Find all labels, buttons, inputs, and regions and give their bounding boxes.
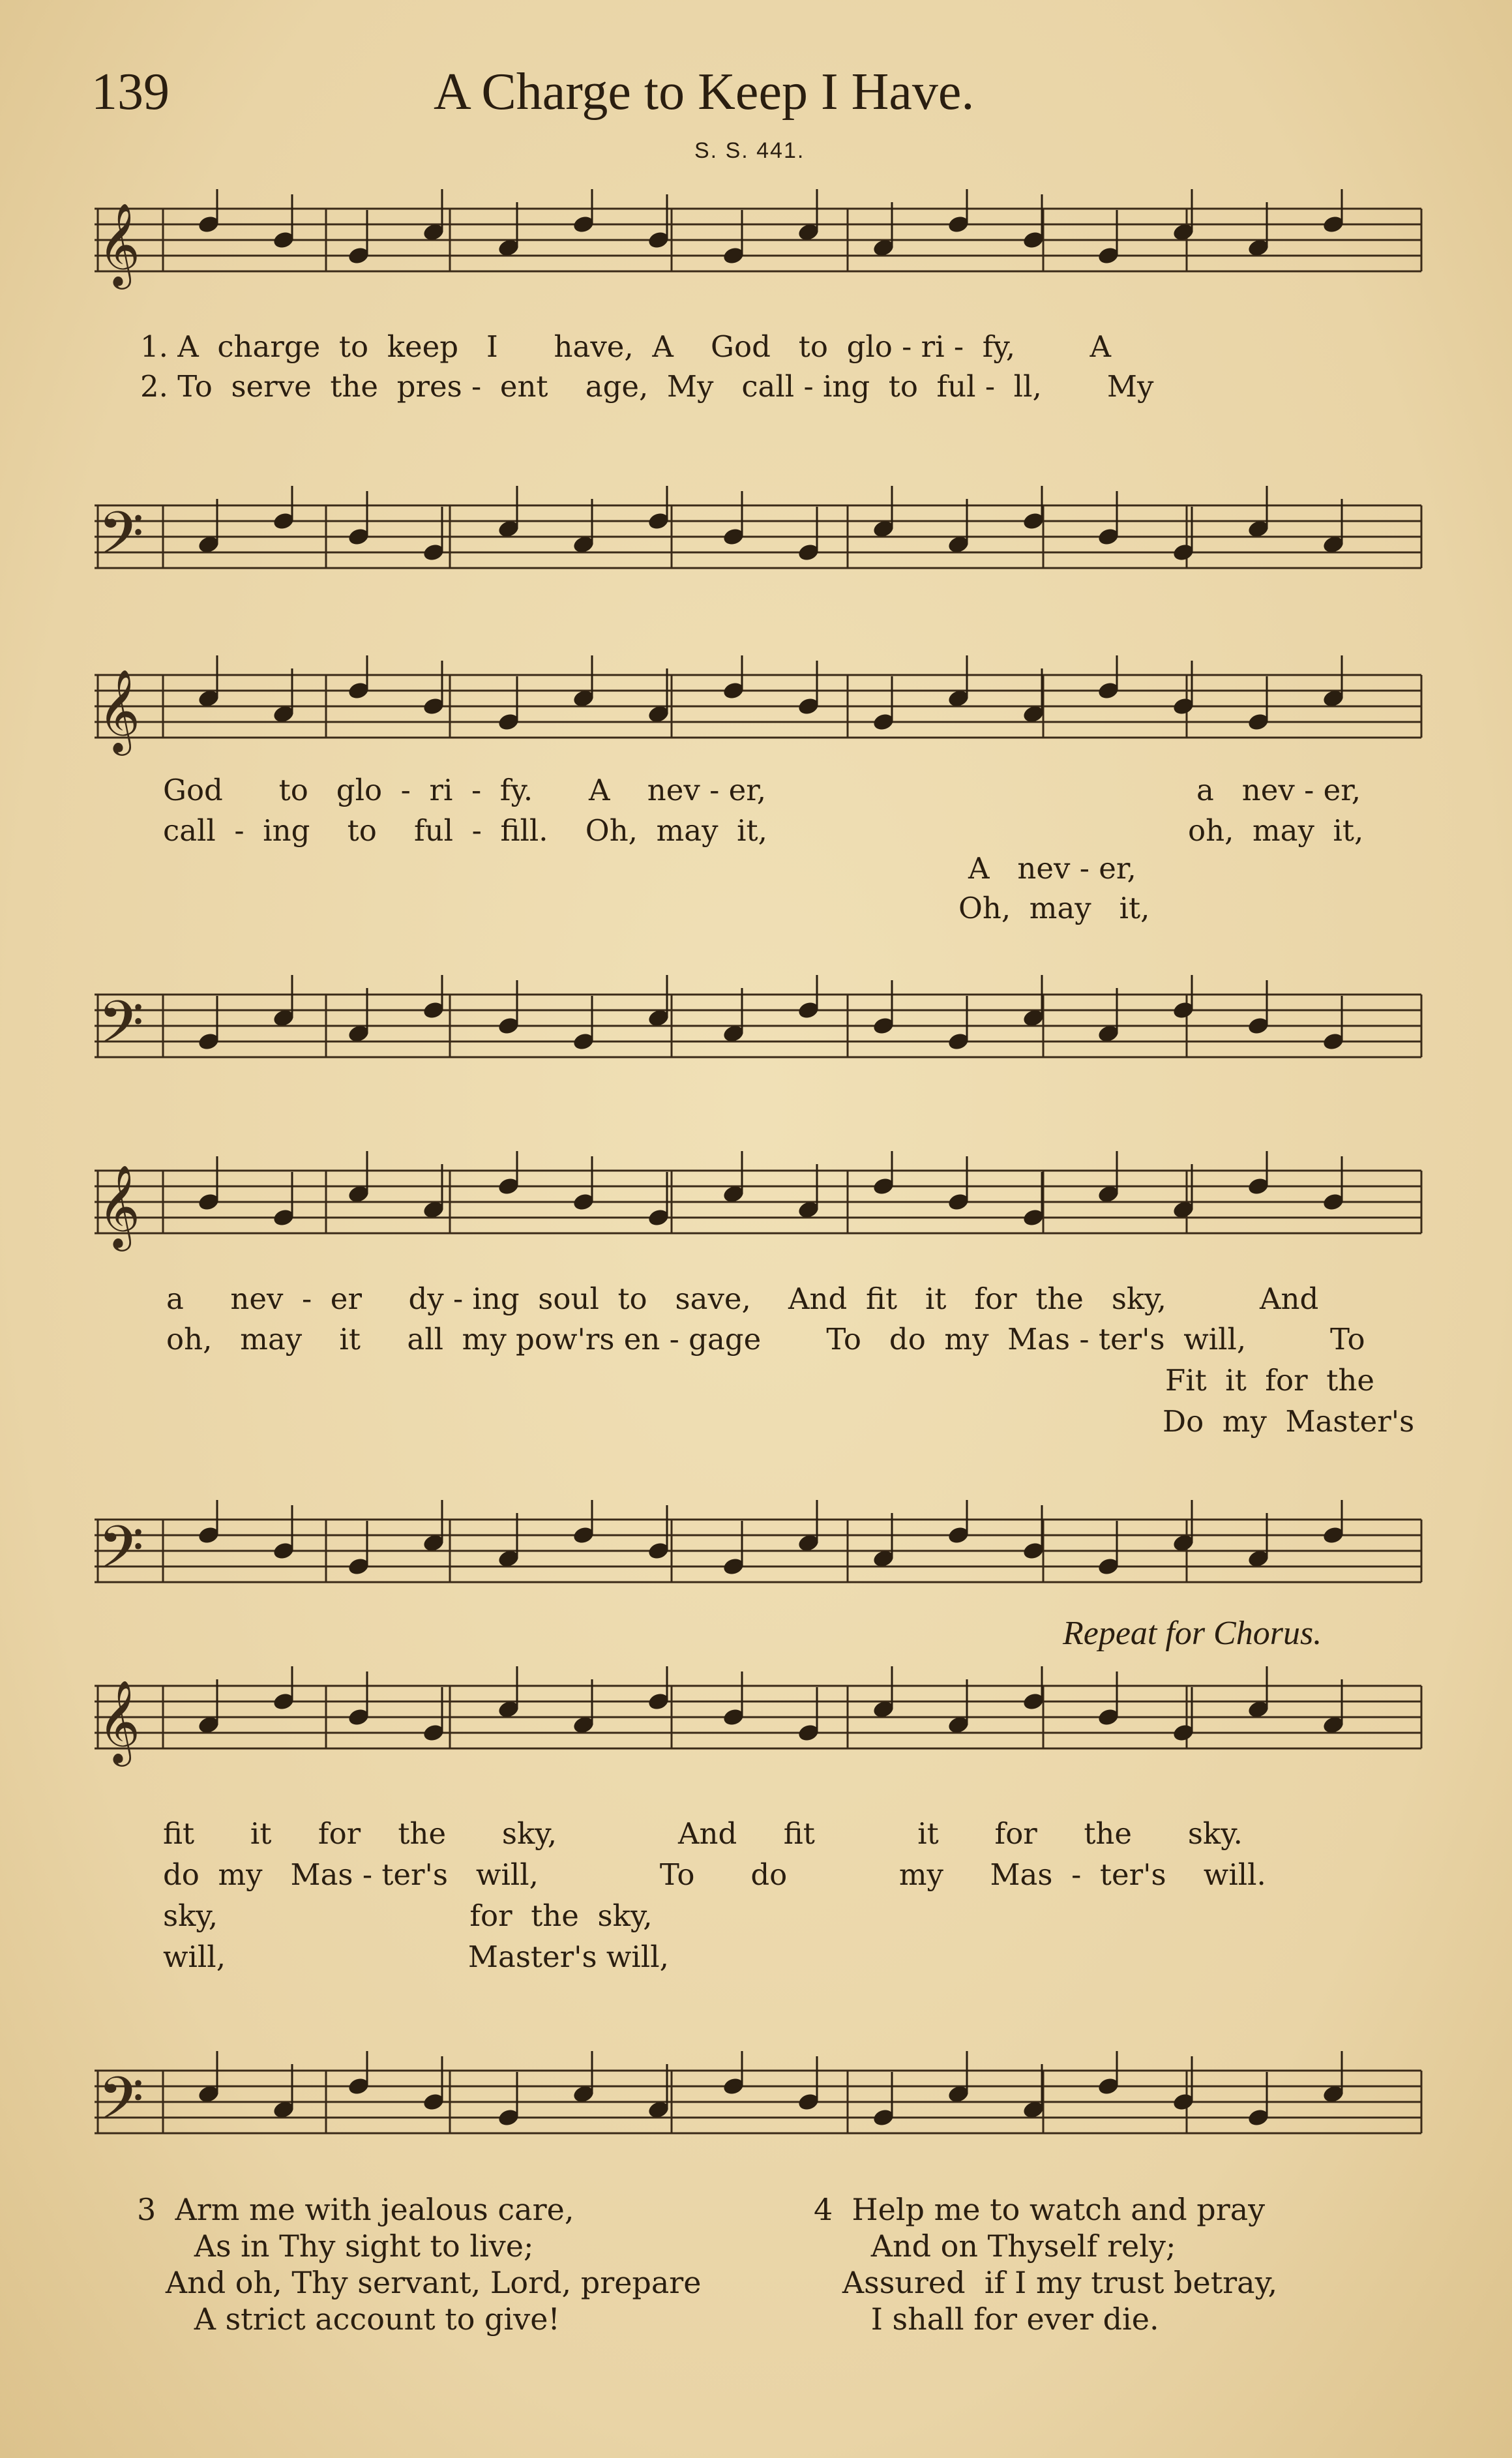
lyric-line: call - ing to ful - fill. Oh, may it,	[163, 813, 767, 848]
lyric-line: a nev - er dy - ing soul to save, And fit it for the sky, And	[166, 1281, 1319, 1316]
hymn-number: 139	[91, 63, 170, 121]
bass-clef-icon: 𝄢	[98, 2064, 144, 2148]
bass-clef-icon: 𝄢	[98, 988, 144, 1072]
system-2-bass-staff	[0, 975, 1512, 1086]
lyric-line: a nev - er,	[1196, 773, 1361, 807]
system-4-treble-staff	[0, 1666, 1512, 1777]
treble-clef-icon: 𝄞	[98, 668, 141, 752]
bass-clef-icon: 𝄢	[98, 499, 144, 582]
verse-line: Assured if I my trust betray,	[814, 2265, 1278, 2300]
verse-line: And oh, Thy servant, Lord, prepare	[137, 2265, 702, 2300]
system-3-treble-staff	[0, 1151, 1512, 1262]
system-3-bass-staff	[0, 1500, 1512, 1611]
verse-line: 3 Arm me with jealous care,	[137, 2192, 574, 2227]
lyric-line: will, Master's will,	[163, 1940, 669, 1974]
lyric-line: sky, for the sky,	[163, 1898, 653, 1933]
treble-clef-icon: 𝄞	[98, 1679, 141, 1763]
lyric-line: fit it for the sky, And fit it for the sky.	[163, 1816, 1243, 1851]
tune-reference: S. S. 441.	[694, 138, 805, 163]
verse-line: And on Thyself rely;	[814, 2228, 1176, 2264]
lyric-line: A nev - er,	[968, 851, 1136, 886]
system-1-bass-staff	[0, 486, 1512, 597]
lyric-line: oh, may it,	[1188, 813, 1364, 848]
treble-clef-icon: 𝄞	[98, 1164, 141, 1248]
verse-line: As in Thy sight to live;	[137, 2228, 534, 2264]
verse-line: I shall for ever die.	[814, 2301, 1159, 2337]
lyric-line: God to glo - ri - fy. A nev - er,	[163, 773, 767, 807]
hymn-title: A Charge to Keep I Have.	[434, 63, 975, 121]
lyric-line: 2. To serve the pres - ent age, My call - ing to ful - ll, My	[140, 369, 1154, 404]
verse-4	[814, 2191, 1277, 2337]
lyric-line: do my Mas - ter's will, To do my Mas - ter's will.	[163, 1857, 1266, 1892]
verse-line: A strict account to give!	[137, 2301, 560, 2337]
repeat-instruction: Repeat for Chorus.	[1063, 1615, 1322, 1652]
lyric-line: Do my Master's	[1163, 1404, 1415, 1439]
lyric-line: Fit it for the	[1165, 1363, 1374, 1398]
bass-clef-icon: 𝄢	[98, 1513, 144, 1596]
system-4-bass-staff	[0, 2051, 1512, 2162]
lyric-line: Oh, may it,	[958, 891, 1150, 925]
lyric-line: 1. A charge to keep I have, A God to glo - ri - fy, A	[140, 329, 1112, 364]
treble-clef-icon: 𝄞	[98, 202, 141, 286]
verse-3	[137, 2191, 702, 2337]
lyric-line: oh, may it all my pow'rs en - gage To do my Mas - ter's will, To	[166, 1322, 1365, 1356]
verse-line: 4 Help me to watch and pray	[814, 2192, 1266, 2227]
system-2-treble-staff	[0, 655, 1512, 766]
system-1-treble-staff	[0, 189, 1512, 300]
